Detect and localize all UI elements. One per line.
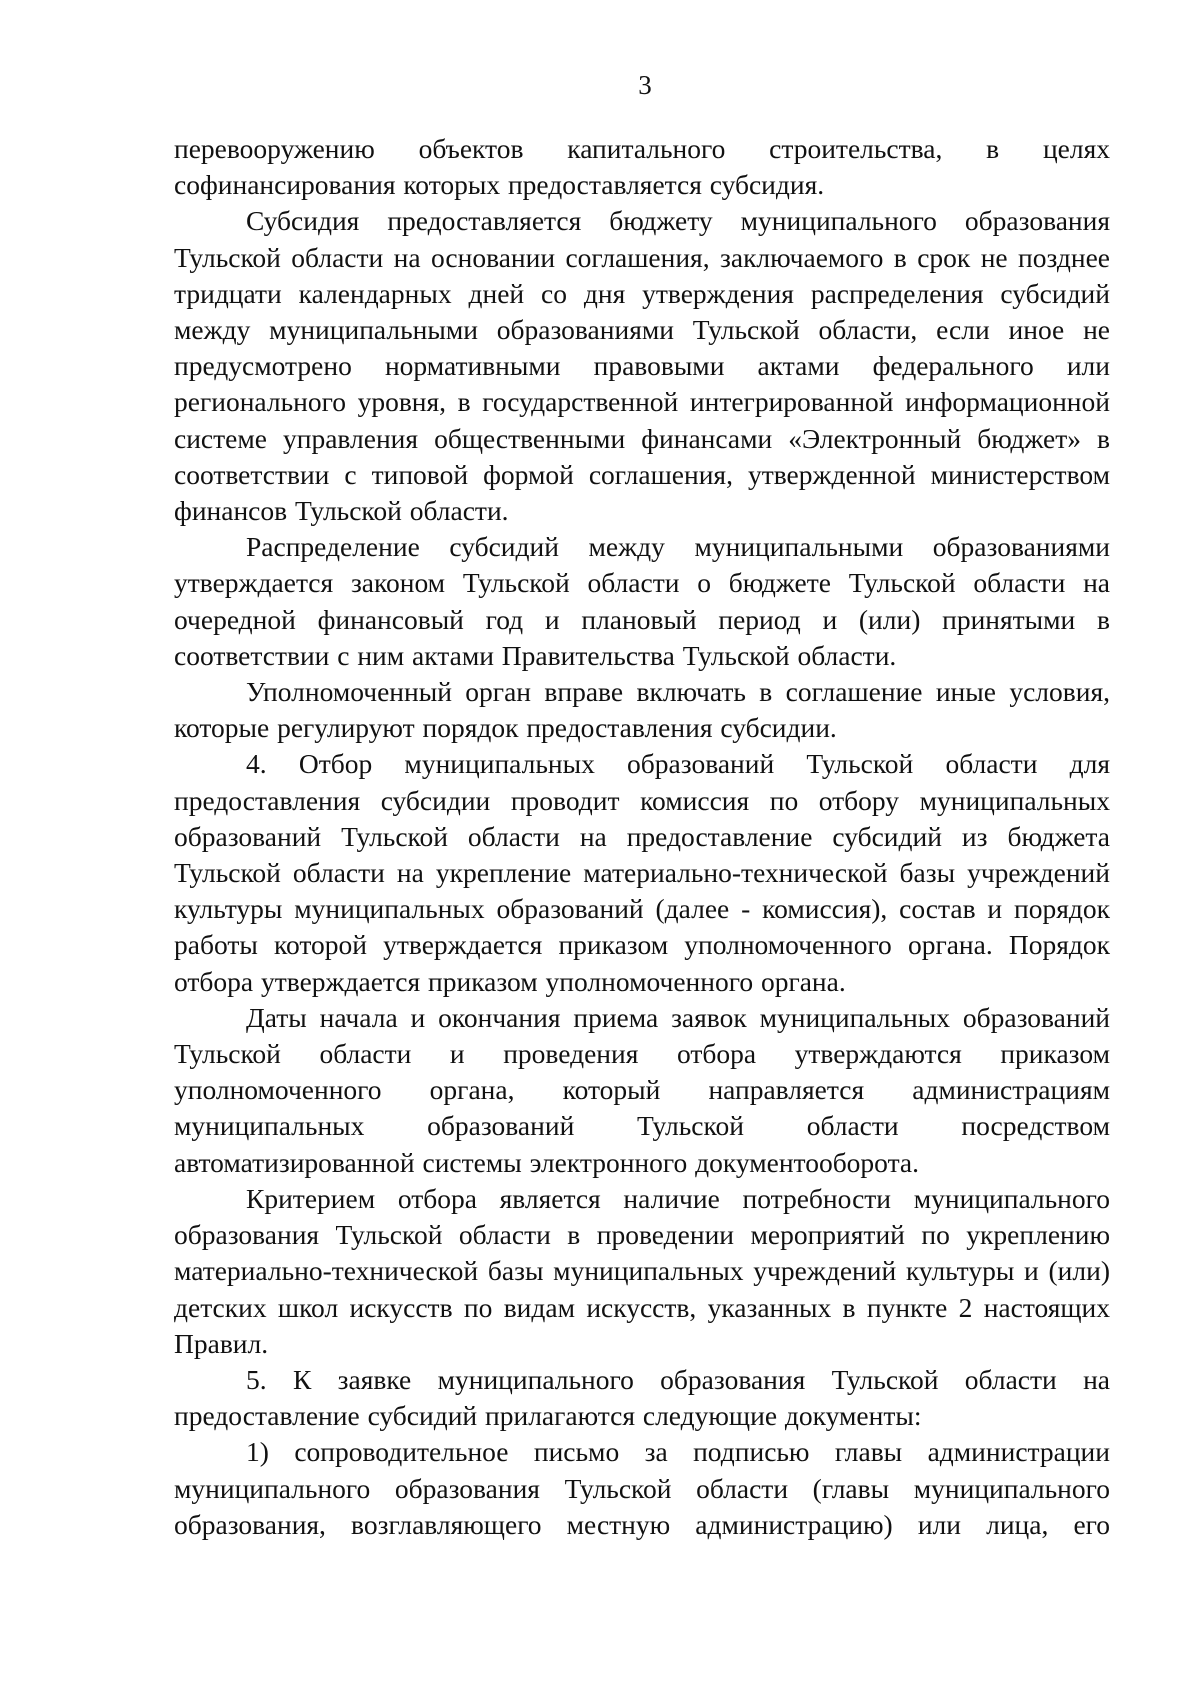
text-line: очередной финансовый год и плановый период и (или) принятыми в: [174, 603, 1110, 635]
text-line: муниципального образования Тульской области (главы муниципального: [174, 1472, 1110, 1504]
text-line: тридцати календарных дней со дня утверждения распределения субсидий: [174, 277, 1110, 309]
document-body: [174, 131, 1110, 1543]
text-line: Субсидия предоставляется бюджету муниципального образования: [246, 205, 1110, 237]
text-line: Тульской области на основании соглашения, заключаемого в срок не позднее: [174, 241, 1110, 273]
text-line: Правил.: [174, 1327, 269, 1359]
text-line: Тульской области и проведения отбора утверждаются приказом: [174, 1038, 1110, 1070]
text-line: финансов Тульской области.: [174, 495, 509, 527]
page-number: 3: [638, 70, 652, 100]
text-line: 1) сопроводительное письмо за подписью главы администрации: [246, 1436, 1110, 1468]
text-line: регионального уровня, в государственной интегрированной информационной: [174, 386, 1110, 418]
text-line: муниципальных образований Тульской области посредством: [174, 1110, 1110, 1142]
text-line: 5. К заявке муниципального образования Тульской области на: [246, 1363, 1110, 1395]
text-line: Даты начала и окончания приема заявок муниципальных образований: [246, 1001, 1110, 1033]
text-line: Распределение субсидий между муниципальными образованиями: [246, 531, 1110, 563]
text-line: работы которой утверждается приказом уполномоченного органа. Порядок: [174, 929, 1110, 961]
text-line: которые регулируют порядок предоставления субсидии.: [174, 712, 837, 744]
text-line: перевооружению объектов капитального строительства, в целях: [174, 133, 1110, 164]
text-line: 4. Отбор муниципальных образований Тульской области для: [246, 748, 1110, 780]
text-line: детских школ искусств по видам искусств, указанных в пункте 2 настоящих: [174, 1291, 1110, 1323]
text-line: между муниципальными образованиями Тульской области, если иное не: [174, 314, 1110, 346]
text-line: софинансирования которых предоставляется субсидия.: [174, 169, 825, 201]
text-line: предусмотрено нормативными правовыми актами федерального или: [174, 350, 1110, 382]
text-line: соответствии с ним актами Правительства Тульской области.: [174, 639, 897, 671]
text-line: образования Тульской области в проведении мероприятий по укреплению: [174, 1219, 1110, 1251]
text-line: Тульской области на укрепление материально-технической базы учреждений: [174, 857, 1110, 889]
text-line: предоставление субсидий прилагаются следующие документы:: [174, 1400, 922, 1432]
text-line: предоставления субсидии проводит комиссия по отбору муниципальных: [174, 784, 1110, 816]
text-line: соответствии с типовой формой соглашения, утвержденной министерством: [174, 458, 1110, 490]
text-line: Критерием отбора является наличие потребности муниципального: [246, 1182, 1110, 1214]
text-line: образований Тульской области на предоставление субсидий из бюджета: [174, 820, 1110, 852]
text-line: автоматизированной системы электронного документооборота.: [174, 1146, 920, 1178]
text-line: системе управления общественными финансами «Электронный бюджет» в: [174, 422, 1110, 454]
text-line: уполномоченного органа, который направляется администрациям: [174, 1074, 1110, 1106]
text-line: образования, возглавляющего местную администрацию) или лица, его: [174, 1508, 1110, 1540]
text-line: отбора утверждается приказом уполномоченного органа.: [174, 965, 846, 997]
text-line: культуры муниципальных образований (далее - комиссия), состав и порядок: [174, 893, 1110, 925]
text-line: Уполномоченный орган вправе включать в соглашение иные условия,: [246, 676, 1110, 708]
text-line: утверждается законом Тульской области о бюджете Тульской области на: [174, 567, 1110, 599]
text-line: материально-технической базы муниципальных учреждений культуры и (или): [174, 1255, 1110, 1287]
